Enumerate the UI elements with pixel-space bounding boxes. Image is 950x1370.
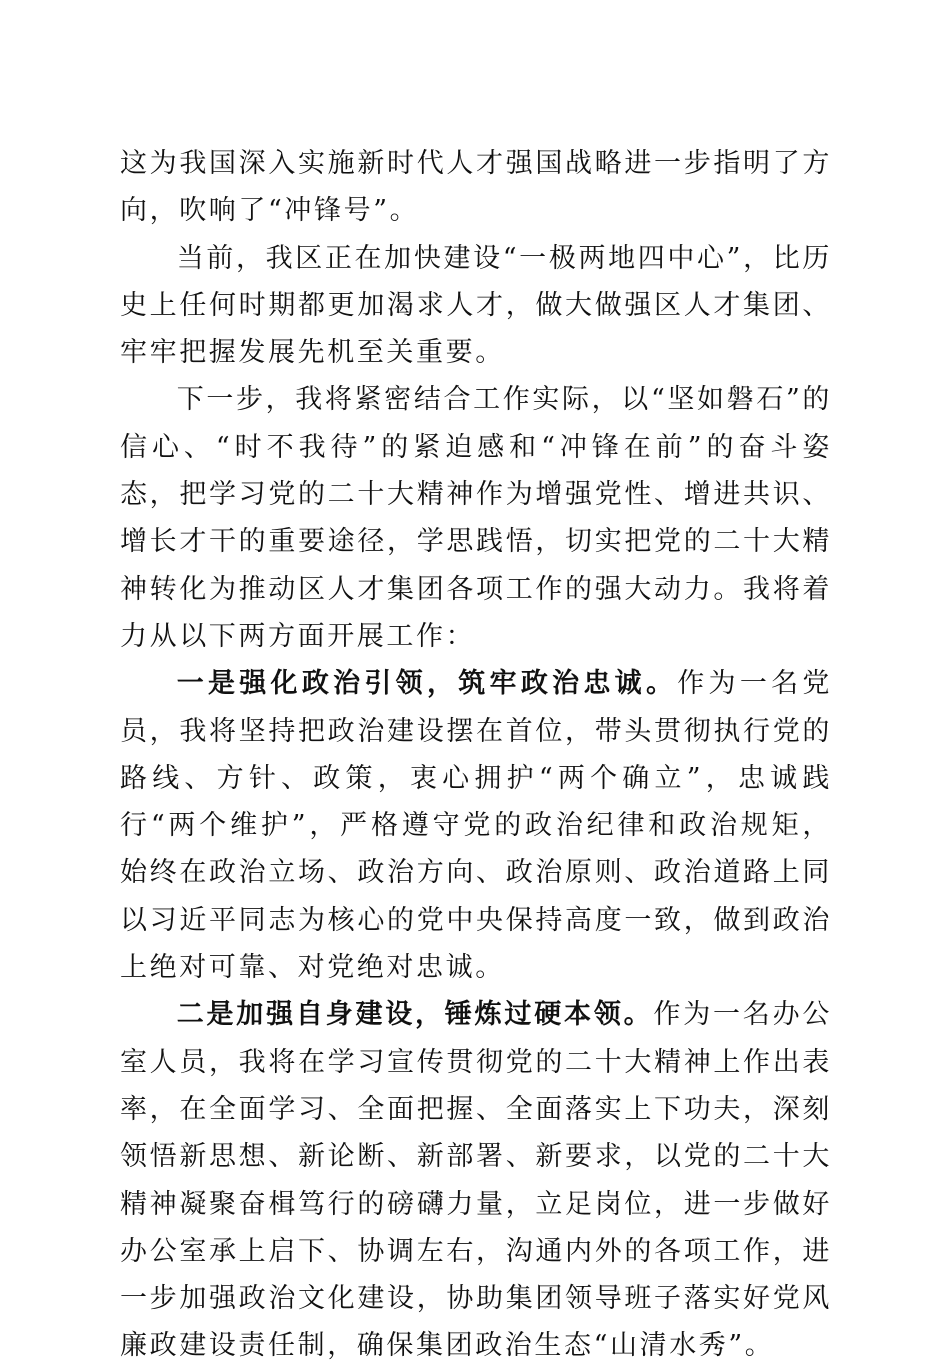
paragraph-continuation — [120, 140, 832, 235]
paragraph-self-development — [120, 991, 832, 1369]
paragraph-political-leadership — [120, 660, 832, 991]
paragraph-lead-heading: 二是加强自身建设，锤炼过硬本领。 — [176, 999, 654, 1031]
paragraph-text: 作为一名党员，我将坚持把政治建设摆在首位，带头贯彻执行党的路线、方针、政策，衷心拥护“两个确立”，忠诚践行“两个维护”，严格遵守党的政治纪律和政治规矩，始终在政治立场、政治方向、政治原则、政治道路上同以习近平同志为核心的党中央保持高度一致，做到政治上绝对可靠、对党绝对忠诚。 — [120, 668, 832, 984]
paragraph-text: 当前，我区正在加快建设“一极两地四中心”，比历史上任何时期都更加渴求人才，做大做强区人才集团、牢牢把握发展先机至关重要。 — [120, 242, 832, 369]
paragraph-text: 下一步，我将紧密结合工作实际，以“坚如磐石”的信心、“时不我待”的紧迫感和“冲锋在前”的奋斗姿态，把学习党的二十大精神作为增强党性、增进共识、增长才干的重要途径，学思践悟，切实把党的二十大精神转化为推动区人才集团各项工作的强大动力。我将着力从以下两方面开展工作： — [120, 384, 832, 652]
paragraph-text: 这为我国深入实施新时代人才强国战略进一步指明了方向，吹响了“冲锋号”。 — [120, 148, 832, 227]
paragraph-next-steps — [120, 376, 832, 660]
paragraph-text: 作为一名办公室人员，我将在学习宣传贯彻党的二十大精神上作出表率，在全面学习、全面把握、全面落实上下功夫，深刻领悟新思想、新论断、新部署、新要求，以党的二十大精神凝聚奋楫笃行的磅礴力量，立足岗位，进一步做好办公室承上启下、协调左右，沟通内外的各项工作，进一步加强政治文化建设，协助集团领导班子落实好党风廉政建设责任制，确保集团政治生态“山清水秀”。 — [120, 999, 832, 1362]
paragraph-lead-heading: 一是强化政治引领，筑牢政治忠诚。 — [176, 668, 678, 700]
paragraph-current-situation — [120, 235, 832, 377]
document-body — [120, 140, 832, 1370]
